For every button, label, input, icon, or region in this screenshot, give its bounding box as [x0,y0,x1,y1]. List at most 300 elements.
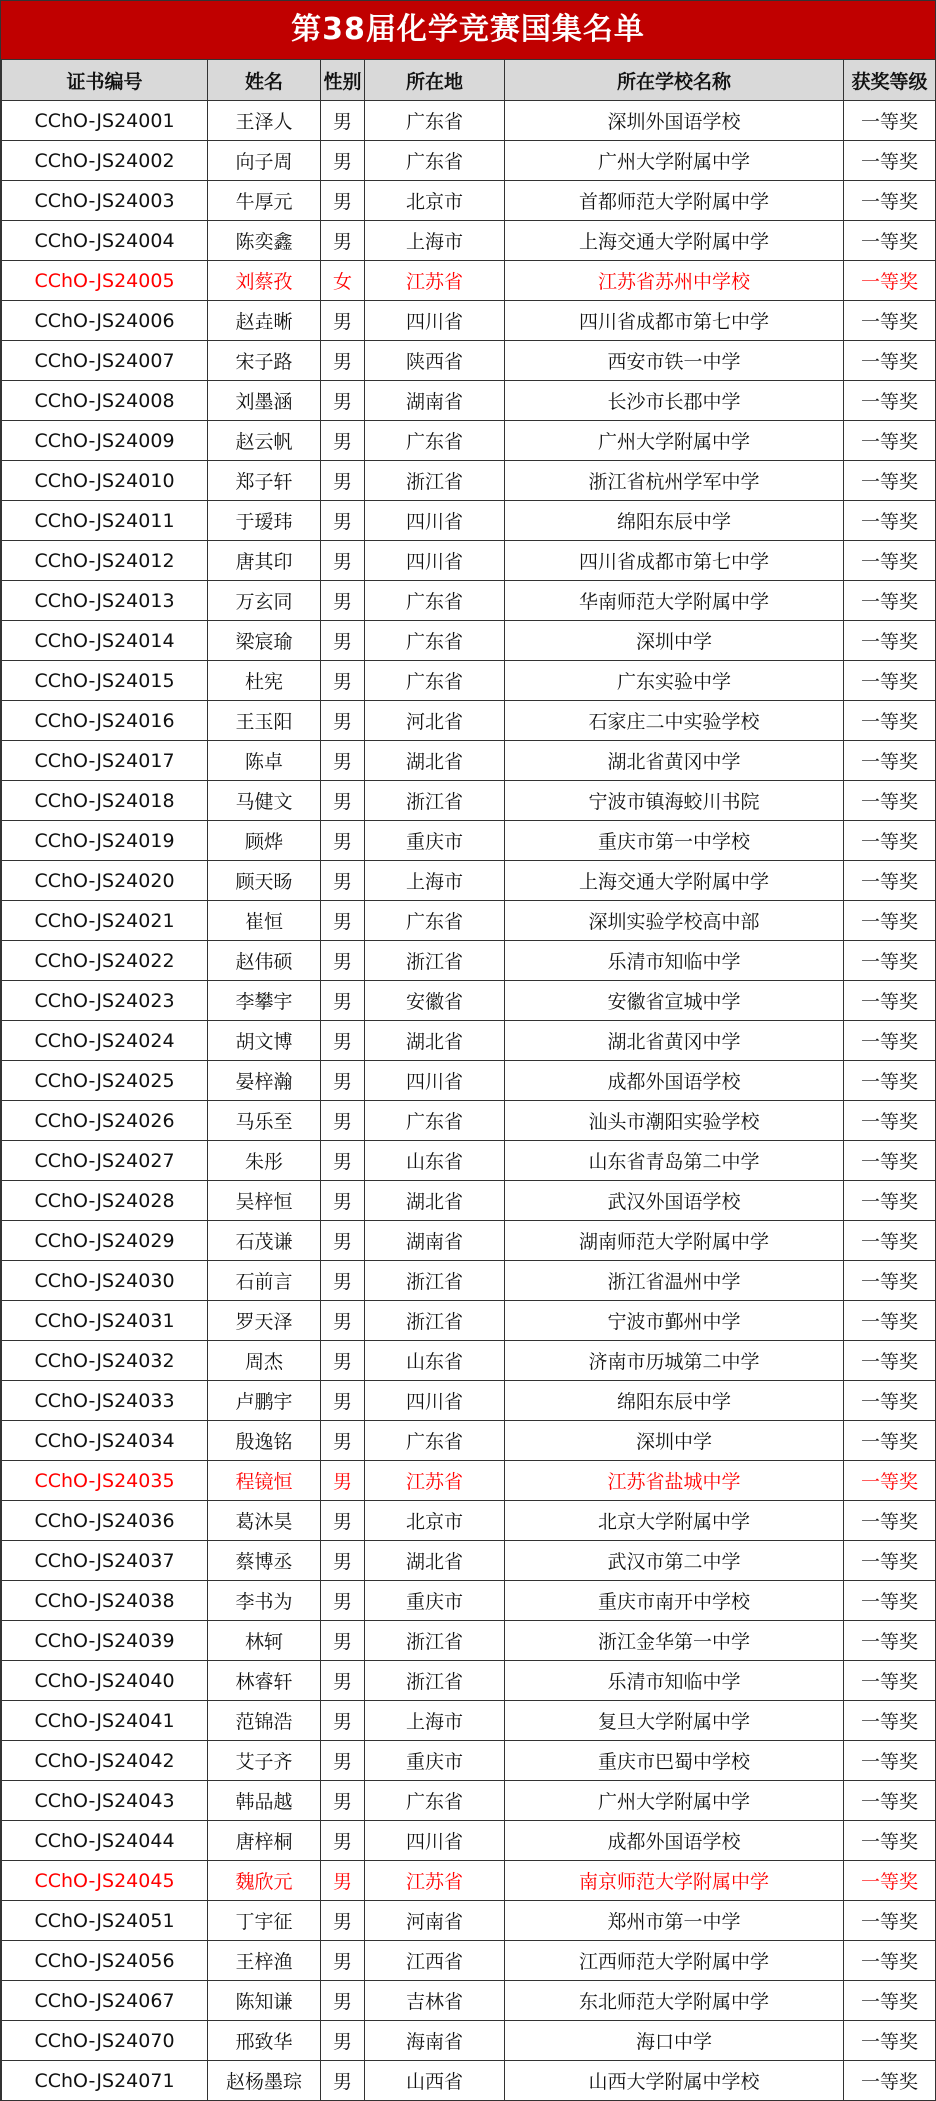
roster-body [2,101,936,2101]
table-row [2,861,936,901]
cell-region: 四川省 [365,301,505,341]
cell-region: 山东省 [365,1141,505,1181]
cell-name: 刘蔡孜 [208,261,321,301]
cell-gender: 男 [321,1781,365,1821]
table-row [2,1341,936,1381]
cell-name: 唐梓桐 [208,1821,321,1861]
cell-gender: 男 [321,1541,365,1581]
cell-award: 一等奖 [844,381,936,421]
cell-name: 陈奕鑫 [208,221,321,261]
cell-award: 一等奖 [844,1621,936,1661]
header-row [2,60,936,101]
cell-name: 殷逸铭 [208,1421,321,1461]
cell-award: 一等奖 [844,1981,936,2021]
cell-certificate-id: CChO-JS24017 [2,741,208,781]
cell-gender: 男 [321,461,365,501]
cell-award: 一等奖 [844,541,936,581]
cell-name: 邢致华 [208,2021,321,2061]
cell-gender: 男 [321,941,365,981]
cell-certificate-id: CChO-JS24071 [2,2061,208,2101]
table-row [2,1621,936,1661]
cell-gender: 男 [321,781,365,821]
cell-school: 华南师范大学附属中学 [505,581,844,621]
cell-region: 广东省 [365,581,505,621]
cell-gender: 男 [321,1461,365,1501]
cell-region: 广东省 [365,1781,505,1821]
cell-name: 蔡博丞 [208,1541,321,1581]
cell-region: 湖北省 [365,1541,505,1581]
cell-school: 汕头市潮阳实验学校 [505,1101,844,1141]
cell-name: 林睿轩 [208,1661,321,1701]
cell-name: 程镜恒 [208,1461,321,1501]
cell-award: 一等奖 [844,1421,936,1461]
cell-school: 绵阳东辰中学 [505,501,844,541]
table-row [2,1261,936,1301]
cell-certificate-id: CChO-JS24036 [2,1501,208,1541]
cell-award: 一等奖 [844,941,936,981]
cell-award: 一等奖 [844,581,936,621]
cell-certificate-id: CChO-JS24030 [2,1261,208,1301]
table-row [2,1461,936,1501]
cell-certificate-id: CChO-JS24012 [2,541,208,581]
cell-gender: 男 [321,301,365,341]
header-school: 所在学校名称 [505,60,844,101]
cell-region: 广东省 [365,661,505,701]
table-row [2,1781,936,1821]
cell-region: 陕西省 [365,341,505,381]
cell-certificate-id: CChO-JS24020 [2,861,208,901]
cell-certificate-id: CChO-JS24025 [2,1061,208,1101]
cell-certificate-id: CChO-JS24027 [2,1141,208,1181]
cell-name: 胡文博 [208,1021,321,1061]
cell-gender: 男 [321,1301,365,1341]
header-name: 姓名 [208,60,321,101]
cell-gender: 男 [321,1901,365,1941]
cell-award: 一等奖 [844,461,936,501]
cell-region: 四川省 [365,1061,505,1101]
cell-award: 一等奖 [844,221,936,261]
cell-name: 罗天泽 [208,1301,321,1341]
cell-school: 山西大学附属中学校 [505,2061,844,2101]
table-row [2,581,936,621]
cell-award: 一等奖 [844,1301,936,1341]
cell-gender: 男 [321,861,365,901]
cell-school: 武汉外国语学校 [505,1181,844,1221]
cell-name: 马乐至 [208,1101,321,1141]
cell-gender: 男 [321,1341,365,1381]
cell-gender: 男 [321,141,365,181]
cell-school: 广东实验中学 [505,661,844,701]
cell-gender: 男 [321,1381,365,1421]
cell-name: 石茂谦 [208,1221,321,1261]
table-row [2,621,936,661]
cell-region: 湖南省 [365,381,505,421]
cell-gender: 男 [321,1221,365,1261]
table-row [2,421,936,461]
cell-name: 梁宸瑜 [208,621,321,661]
cell-name: 唐其印 [208,541,321,581]
cell-award: 一等奖 [844,1461,936,1501]
cell-school: 济南市历城第二中学 [505,1341,844,1381]
table-row [2,1301,936,1341]
table-row [2,941,936,981]
table-row [2,101,936,141]
cell-award: 一等奖 [844,1741,936,1781]
cell-school: 湖北省黄冈中学 [505,741,844,781]
cell-certificate-id: CChO-JS24039 [2,1621,208,1661]
cell-gender: 男 [321,541,365,581]
table-row [2,2061,936,2101]
cell-school: 江苏省盐城中学 [505,1461,844,1501]
header-region: 所在地 [365,60,505,101]
table-row [2,981,936,1021]
table-row [2,181,936,221]
cell-region: 四川省 [365,501,505,541]
cell-region: 广东省 [365,1421,505,1461]
cell-certificate-id: CChO-JS24010 [2,461,208,501]
cell-name: 韩品越 [208,1781,321,1821]
cell-school: 宁波市镇海蛟川书院 [505,781,844,821]
cell-certificate-id: CChO-JS24044 [2,1821,208,1861]
cell-award: 一等奖 [844,1341,936,1381]
cell-gender: 男 [321,981,365,1021]
cell-school: 深圳实验学校高中部 [505,901,844,941]
cell-certificate-id: CChO-JS24028 [2,1181,208,1221]
cell-certificate-id: CChO-JS24041 [2,1701,208,1741]
cell-certificate-id: CChO-JS24004 [2,221,208,261]
cell-award: 一等奖 [844,1661,936,1701]
cell-name: 万玄同 [208,581,321,621]
cell-gender: 男 [321,1941,365,1981]
cell-school: 绵阳东辰中学 [505,1381,844,1421]
cell-award: 一等奖 [844,661,936,701]
cell-award: 一等奖 [844,261,936,301]
cell-certificate-id: CChO-JS24006 [2,301,208,341]
table-row [2,701,936,741]
cell-gender: 男 [321,1821,365,1861]
header-award: 获奖等级 [844,60,936,101]
roster-table [1,60,936,2101]
cell-certificate-id: CChO-JS24021 [2,901,208,941]
cell-school: 湖南师范大学附属中学 [505,1221,844,1261]
cell-certificate-id: CChO-JS24016 [2,701,208,741]
table-row [2,741,936,781]
cell-award: 一等奖 [844,1821,936,1861]
cell-region: 河南省 [365,1901,505,1941]
cell-school: 浙江金华第一中学 [505,1621,844,1661]
cell-school: 西安市铁一中学 [505,341,844,381]
cell-name: 向子周 [208,141,321,181]
cell-name: 朱彤 [208,1141,321,1181]
table-row [2,1941,936,1981]
cell-gender: 男 [321,421,365,461]
cell-region: 重庆市 [365,821,505,861]
cell-region: 江苏省 [365,1861,505,1901]
cell-school: 四川省成都市第七中学 [505,301,844,341]
cell-name: 顾烨 [208,821,321,861]
table-row [2,901,936,941]
table-row [2,1661,936,1701]
cell-region: 北京市 [365,181,505,221]
cell-award: 一等奖 [844,741,936,781]
table-row [2,1421,936,1461]
cell-school: 湖北省黄冈中学 [505,1021,844,1061]
cell-award: 一等奖 [844,1541,936,1581]
cell-region: 浙江省 [365,1261,505,1301]
cell-name: 陈卓 [208,741,321,781]
table-row [2,1541,936,1581]
cell-award: 一等奖 [844,1861,936,1901]
cell-school: 重庆市南开中学校 [505,1581,844,1621]
cell-award: 一等奖 [844,621,936,661]
cell-school: 东北师范大学附属中学 [505,1981,844,2021]
table-row [2,341,936,381]
table-row [2,1861,936,1901]
cell-region: 海南省 [365,2021,505,2061]
cell-region: 浙江省 [365,781,505,821]
cell-name: 崔恒 [208,901,321,941]
cell-region: 吉林省 [365,1981,505,2021]
cell-gender: 男 [321,1581,365,1621]
table-row [2,461,936,501]
cell-gender: 男 [321,501,365,541]
cell-award: 一等奖 [844,861,936,901]
table-row [2,261,936,301]
cell-name: 赵杨墨琮 [208,2061,321,2101]
table-row [2,1061,936,1101]
cell-gender: 男 [321,1741,365,1781]
cell-certificate-id: CChO-JS24043 [2,1781,208,1821]
cell-certificate-id: CChO-JS24031 [2,1301,208,1341]
cell-region: 安徽省 [365,981,505,1021]
header-certificate-id: 证书编号 [2,60,208,101]
cell-region: 浙江省 [365,1301,505,1341]
cell-award: 一等奖 [844,1261,936,1301]
cell-award: 一等奖 [844,701,936,741]
table-row [2,1701,936,1741]
cell-name: 葛沐昊 [208,1501,321,1541]
cell-region: 浙江省 [365,1621,505,1661]
header-gender: 性别 [321,60,365,101]
cell-name: 赵云帆 [208,421,321,461]
cell-award: 一等奖 [844,1101,936,1141]
cell-region: 河北省 [365,701,505,741]
cell-certificate-id: CChO-JS24024 [2,1021,208,1061]
cell-region: 四川省 [365,541,505,581]
table-row [2,381,936,421]
cell-region: 四川省 [365,1821,505,1861]
cell-gender: 男 [321,901,365,941]
cell-region: 上海市 [365,861,505,901]
cell-school: 上海交通大学附属中学 [505,221,844,261]
cell-gender: 男 [321,1261,365,1301]
cell-certificate-id: CChO-JS24023 [2,981,208,1021]
cell-name: 宋子路 [208,341,321,381]
cell-award: 一等奖 [844,981,936,1021]
cell-name: 王玉阳 [208,701,321,741]
cell-award: 一等奖 [844,1061,936,1101]
cell-name: 卢鹏宇 [208,1381,321,1421]
cell-school: 深圳外国语学校 [505,101,844,141]
cell-certificate-id: CChO-JS24034 [2,1421,208,1461]
cell-award: 一等奖 [844,1701,936,1741]
cell-gender: 男 [321,621,365,661]
table-row [2,1981,936,2021]
cell-gender: 男 [321,1181,365,1221]
cell-award: 一等奖 [844,781,936,821]
cell-gender: 男 [321,741,365,781]
cell-school: 广州大学附属中学 [505,141,844,181]
cell-award: 一等奖 [844,1781,936,1821]
cell-certificate-id: CChO-JS24011 [2,501,208,541]
cell-certificate-id: CChO-JS24003 [2,181,208,221]
cell-certificate-id: CChO-JS24008 [2,381,208,421]
cell-gender: 男 [321,1981,365,2021]
cell-award: 一等奖 [844,2021,936,2061]
cell-name: 赵垚晰 [208,301,321,341]
cell-school: 武汉市第二中学 [505,1541,844,1581]
cell-name: 牛厚元 [208,181,321,221]
cell-award: 一等奖 [844,1901,936,1941]
cell-certificate-id: CChO-JS24029 [2,1221,208,1261]
cell-gender: 女 [321,261,365,301]
cell-school: 复旦大学附属中学 [505,1701,844,1741]
cell-region: 湖北省 [365,741,505,781]
table-row [2,221,936,261]
cell-gender: 男 [321,181,365,221]
cell-region: 山西省 [365,2061,505,2101]
cell-certificate-id: CChO-JS24022 [2,941,208,981]
cell-school: 长沙市长郡中学 [505,381,844,421]
cell-certificate-id: CChO-JS24001 [2,101,208,141]
cell-school: 重庆市巴蜀中学校 [505,1741,844,1781]
cell-name: 顾天旸 [208,861,321,901]
table-row [2,1501,936,1541]
cell-certificate-id: CChO-JS24051 [2,1901,208,1941]
cell-name: 吴梓恒 [208,1181,321,1221]
cell-school: 成都外国语学校 [505,1061,844,1101]
cell-school: 南京师范大学附属中学 [505,1861,844,1901]
cell-region: 广东省 [365,421,505,461]
cell-gender: 男 [321,221,365,261]
cell-region: 广东省 [365,901,505,941]
cell-region: 上海市 [365,221,505,261]
table-row [2,501,936,541]
table-row [2,1181,936,1221]
cell-award: 一等奖 [844,1181,936,1221]
cell-award: 一等奖 [844,1221,936,1261]
cell-region: 湖南省 [365,1221,505,1261]
cell-gender: 男 [321,1021,365,1061]
cell-gender: 男 [321,1861,365,1901]
cell-name: 艾子齐 [208,1741,321,1781]
sheet-title: 第38届化学竞赛国集名单 [1,1,935,60]
cell-gender: 男 [321,1061,365,1101]
cell-award: 一等奖 [844,901,936,941]
cell-name: 石前言 [208,1261,321,1301]
cell-certificate-id: CChO-JS24005 [2,261,208,301]
cell-gender: 男 [321,1661,365,1701]
table-row [2,1101,936,1141]
cell-region: 江苏省 [365,1461,505,1501]
cell-award: 一等奖 [844,2061,936,2101]
cell-gender: 男 [321,1421,365,1461]
cell-school: 江苏省苏州中学校 [505,261,844,301]
cell-name: 李书为 [208,1581,321,1621]
cell-certificate-id: CChO-JS24045 [2,1861,208,1901]
cell-award: 一等奖 [844,341,936,381]
cell-certificate-id: CChO-JS24070 [2,2021,208,2061]
table-row [2,1581,936,1621]
table-row [2,541,936,581]
cell-region: 湖北省 [365,1021,505,1061]
cell-certificate-id: CChO-JS24002 [2,141,208,181]
cell-award: 一等奖 [844,1941,936,1981]
cell-certificate-id: CChO-JS24056 [2,1941,208,1981]
table-row [2,781,936,821]
cell-gender: 男 [321,1101,365,1141]
cell-certificate-id: CChO-JS24007 [2,341,208,381]
cell-award: 一等奖 [844,501,936,541]
cell-gender: 男 [321,661,365,701]
cell-school: 海口中学 [505,2021,844,2061]
cell-gender: 男 [321,341,365,381]
cell-award: 一等奖 [844,821,936,861]
cell-award: 一等奖 [844,421,936,461]
cell-gender: 男 [321,1701,365,1741]
cell-name: 王梓渔 [208,1941,321,1981]
cell-award: 一等奖 [844,301,936,341]
cell-certificate-id: CChO-JS24015 [2,661,208,701]
cell-certificate-id: CChO-JS24032 [2,1341,208,1381]
cell-certificate-id: CChO-JS24018 [2,781,208,821]
cell-school: 石家庄二中实验学校 [505,701,844,741]
table-row [2,1221,936,1261]
cell-school: 江西师范大学附属中学 [505,1941,844,1981]
cell-name: 郑子轩 [208,461,321,501]
table-row [2,821,936,861]
cell-region: 广东省 [365,141,505,181]
table-row [2,141,936,181]
table-row [2,1821,936,1861]
cell-name: 马健文 [208,781,321,821]
cell-name: 于瑷玮 [208,501,321,541]
cell-school: 广州大学附属中学 [505,1781,844,1821]
cell-certificate-id: CChO-JS24019 [2,821,208,861]
cell-region: 广东省 [365,101,505,141]
cell-certificate-id: CChO-JS24009 [2,421,208,461]
table-row [2,1901,936,1941]
cell-region: 江苏省 [365,261,505,301]
table-row [2,1021,936,1061]
cell-school: 四川省成都市第七中学 [505,541,844,581]
cell-gender: 男 [321,1621,365,1661]
cell-certificate-id: CChO-JS24067 [2,1981,208,2021]
cell-school: 上海交通大学附属中学 [505,861,844,901]
cell-school: 乐清市知临中学 [505,1661,844,1701]
cell-school: 北京大学附属中学 [505,1501,844,1541]
cell-school: 成都外国语学校 [505,1821,844,1861]
cell-certificate-id: CChO-JS24033 [2,1381,208,1421]
table-row [2,1381,936,1421]
cell-gender: 男 [321,2061,365,2101]
cell-certificate-id: CChO-JS24035 [2,1461,208,1501]
cell-name: 魏欣元 [208,1861,321,1901]
cell-school: 深圳中学 [505,621,844,661]
cell-gender: 男 [321,701,365,741]
cell-school: 深圳中学 [505,1421,844,1461]
cell-school: 浙江省杭州学军中学 [505,461,844,501]
